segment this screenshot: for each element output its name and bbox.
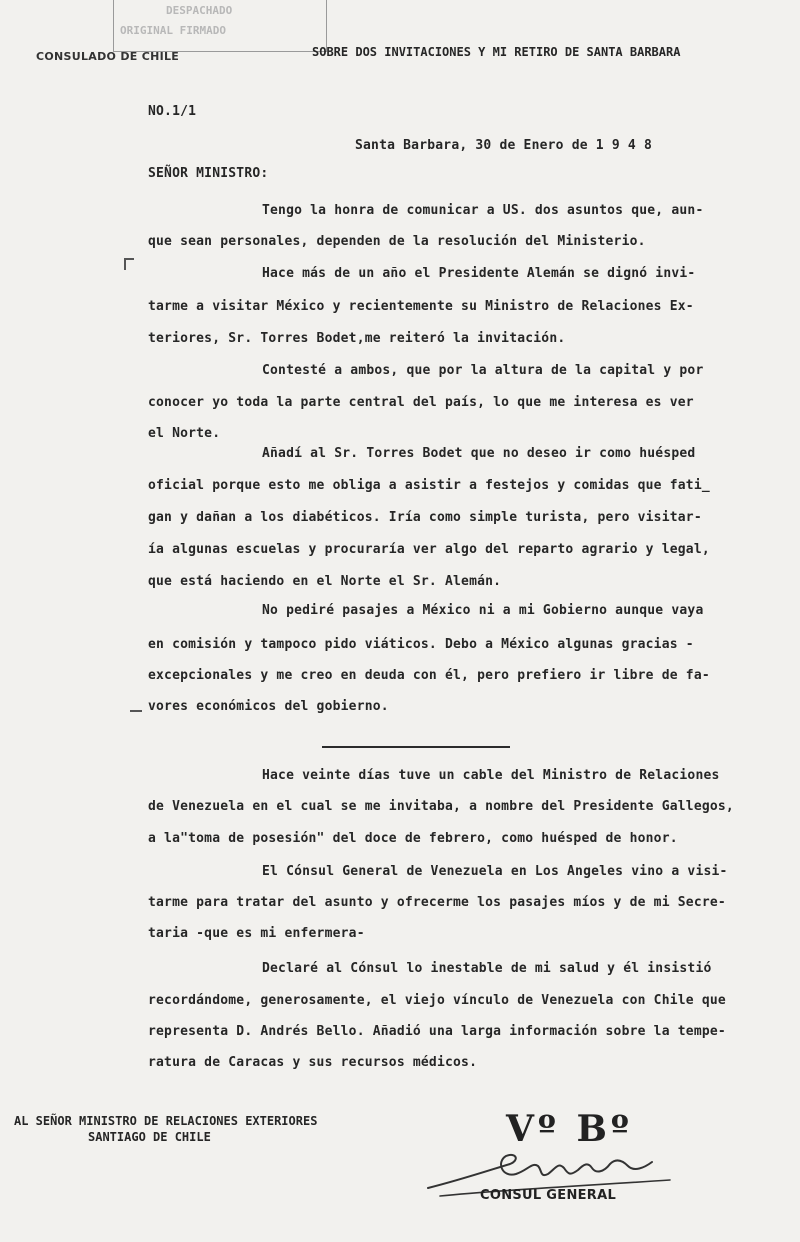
approval-mark: Vº Bº bbox=[506, 1108, 633, 1150]
paragraph-line: en comisión y tampoco pido viáticos. Debo a México algunas gracias - bbox=[148, 637, 694, 652]
scan-mark bbox=[124, 258, 126, 270]
paragraph-line: vores económicos del gobierno. bbox=[148, 699, 389, 714]
signature-title: CONSUL GENERAL bbox=[480, 1188, 617, 1203]
paragraph-line: taria -que es mi enfermera- bbox=[148, 926, 365, 941]
paragraph-line: No pediré pasajes a México ni a mi Gobierno aunque vaya bbox=[262, 603, 704, 618]
paragraph-line: tarme para tratar del asunto y ofrecerme los pasajes míos y de mi Secre- bbox=[148, 895, 726, 910]
paragraph-line: Hace veinte días tuve un cable del Ministro de Relaciones bbox=[262, 768, 720, 783]
paragraph-line: Declaré al Cónsul lo inestable de mi salud y él insistió bbox=[262, 961, 712, 976]
subject-line: SOBRE DOS INVITACIONES Y MI RETIRO DE SANTA BARBARA bbox=[312, 45, 681, 59]
paragraph-line: Añadí al Sr. Torres Bodet que no deseo ir como huésped bbox=[262, 446, 696, 461]
salutation: SEÑOR MINISTRO: bbox=[148, 166, 269, 181]
paragraph-line: El Cónsul General de Venezuela en Los Angeles vino a visi- bbox=[262, 864, 728, 879]
paragraph-line: Tengo la honra de comunicar a US. dos asuntos que, aun- bbox=[262, 203, 704, 218]
paragraph-line: conocer yo toda la parte central del país, lo que me interesa es ver bbox=[148, 395, 694, 410]
paragraph-line: ratura de Caracas y sus recursos médicos. bbox=[148, 1055, 478, 1070]
paragraph-line: excepcionales y me creo en deuda con él, pero prefiero ir libre de fa- bbox=[148, 668, 710, 683]
paragraph-line: recordándome, generosamente, el viejo vínculo de Venezuela con Chile que bbox=[148, 993, 726, 1008]
paragraph-line: gan y dañan a los diabéticos. Iría como simple turista, pero visitar- bbox=[148, 510, 702, 525]
scan-mark bbox=[130, 710, 142, 712]
paragraph-line: tarme a visitar México y recientemente su Ministro de Relaciones Ex- bbox=[148, 299, 694, 314]
paragraph-line: de Venezuela en el cual se me invitaba, a nombre del Presidente Gallegos, bbox=[148, 799, 734, 814]
paragraph-line: oficial porque esto me obliga a asistir a festejos y comidas que fati_ bbox=[148, 478, 710, 493]
letterhead: CONSULADO DE CHILE bbox=[36, 50, 180, 63]
paragraph-line: el Norte. bbox=[148, 426, 221, 441]
addressee-line-2: SANTIAGO DE CHILE bbox=[88, 1130, 211, 1144]
dateline: Santa Barbara, 30 de Enero de 1 9 4 8 bbox=[355, 138, 652, 153]
stamp-box bbox=[113, 0, 327, 52]
section-divider bbox=[322, 746, 510, 748]
stamp-line-2: ORIGINAL FIRMADO bbox=[120, 24, 226, 37]
paragraph-line: a la"toma de posesión" del doce de febrero, como huésped de honor. bbox=[148, 831, 678, 846]
stamp-line-1: DESPACHADO bbox=[166, 4, 233, 17]
paragraph-line: teriores, Sr. Torres Bodet,me reiteró la invitación. bbox=[148, 331, 566, 346]
paragraph-line: que sean personales, dependen de la resolución del Ministerio. bbox=[148, 234, 646, 249]
paragraph-line: Contesté a ambos, que por la altura de la capital y por bbox=[262, 363, 704, 378]
document-number: NO.1/1 bbox=[148, 104, 197, 119]
scan-mark bbox=[124, 258, 134, 260]
paragraph-line: ía algunas escuelas y procuraría ver algo del reparto agrario y legal, bbox=[148, 542, 710, 557]
paragraph-line: representa D. Andrés Bello. Añadió una larga información sobre la tempe- bbox=[148, 1024, 726, 1039]
addressee-line-1: AL SEÑOR MINISTRO DE RELACIONES EXTERIORES bbox=[14, 1114, 318, 1128]
paragraph-line: Hace más de un año el Presidente Alemán se dignó invi- bbox=[262, 266, 696, 281]
paragraph-line: que está haciendo en el Norte el Sr. Alemán. bbox=[148, 574, 502, 589]
